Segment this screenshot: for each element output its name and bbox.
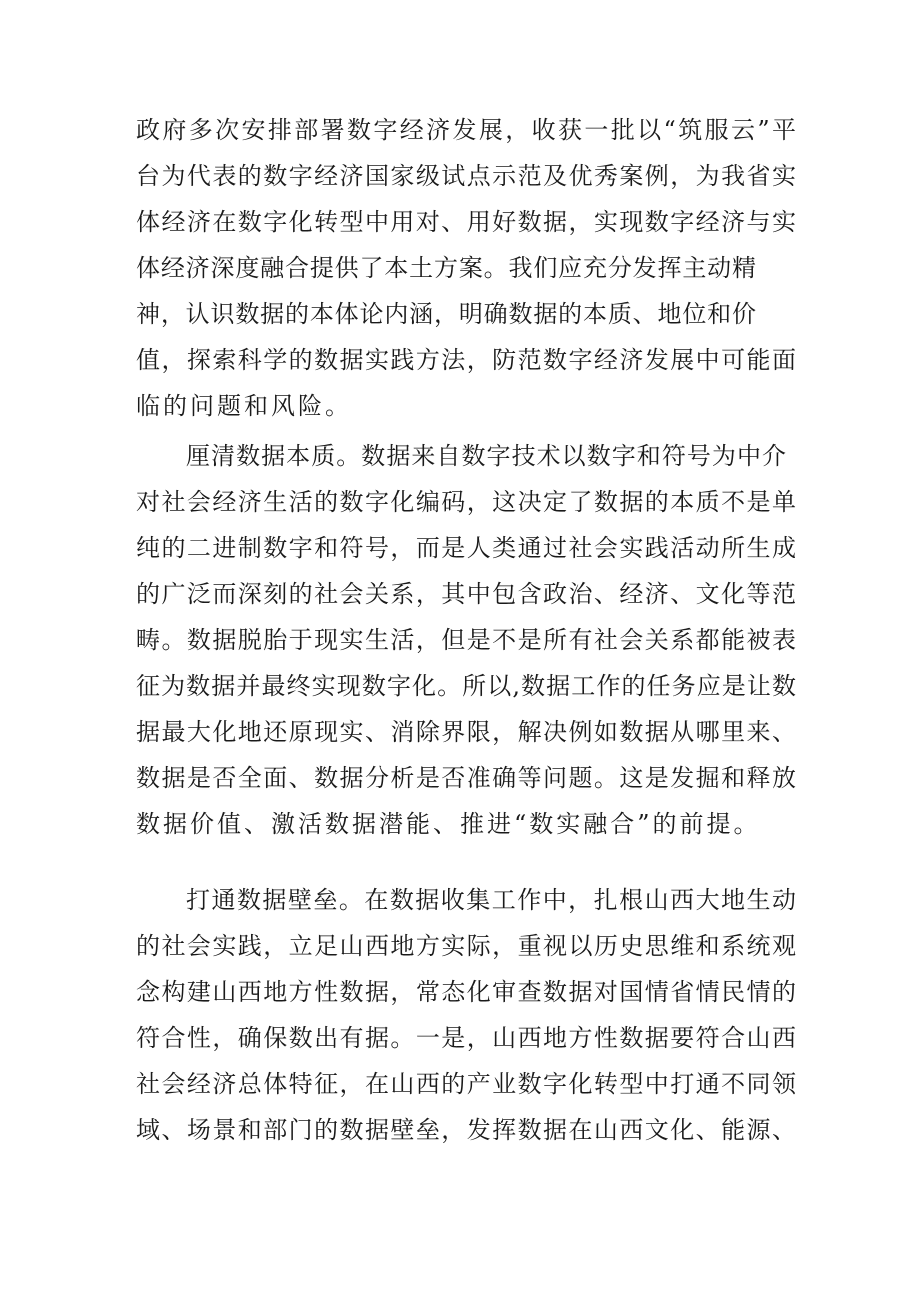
paragraph-1-line-4: 体经济深度融合提供了本土方案。我们应充分发挥主动精	[136, 254, 756, 282]
paragraph-1-line-3: 体经济在数字化转型中用对、用好数据，实现数字经济与实	[136, 208, 796, 236]
paragraph-2-line-9: 数据价值、激活数据潜能、推进“数实融合”的前提。	[136, 810, 761, 838]
paragraph-2-line-5: 畴。数据脱胎于现实生活，但是不是所有社会关系都能被表	[136, 626, 796, 654]
paragraph-1-line-5: 神，认识数据的本体论内涵，明确数据的本质、地位和价	[136, 300, 756, 328]
paragraph-2-line-3: 纯的二进制数字和符号，而是人类通过社会实践活动所生成	[136, 534, 796, 562]
paragraph-1-line-7: 临的问题和风险。	[136, 392, 352, 420]
paragraph-3-line-4: 符合性，确保数出有据。一是，山西地方性数据要符合山西	[136, 1024, 796, 1052]
paragraph-3-line-6: 域、场景和部门的数据壁垒，发挥数据在山西文化、能源、	[136, 1116, 796, 1144]
paragraph-2-line-8: 数据是否全面、数据分析是否准确等问题。这是发掘和释放	[136, 764, 796, 792]
paragraph-3-line-1: 打通数据壁垒。在数据收集工作中，扎根山西大地生动	[186, 886, 796, 914]
paragraph-1-line-1: 政府多次安排部署数字经济发展，收获一批以“筑服云”平	[136, 116, 796, 144]
paragraph-3-line-5: 社会经济总体特征，在山西的产业数字化转型中打通不同领	[136, 1070, 796, 1098]
paragraph-2-line-6: 征为数据并最终实现数字化。所以,数据工作的任务应是让数	[136, 672, 796, 700]
paragraph-2-line-4: 的广泛而深刻的社会关系，其中包含政治、经济、文化等范	[136, 580, 796, 608]
paragraph-3-line-3: 念构建山西地方性数据，常态化审查数据对国情省情民情的	[136, 978, 796, 1006]
paragraph-2-line-7: 据最大化地还原现实、消除界限，解决例如数据从哪里来、	[136, 718, 796, 746]
paragraph-3-line-2: 的社会实践，立足山西地方实际，重视以历史思维和系统观	[136, 932, 796, 960]
paragraph-1-line-6: 值，探索科学的数据实践方法，防范数字经济发展中可能面	[136, 346, 796, 374]
paragraph-1-line-2: 台为代表的数字经济国家级试点示范及优秀案例，为我省实	[136, 162, 796, 190]
paragraph-2-line-1: 厘清数据本质。数据来自数字技术以数字和符号为中介	[186, 442, 786, 470]
paragraph-2-line-2: 对社会经济生活的数字化编码，这决定了数据的本质不是单	[136, 488, 796, 516]
